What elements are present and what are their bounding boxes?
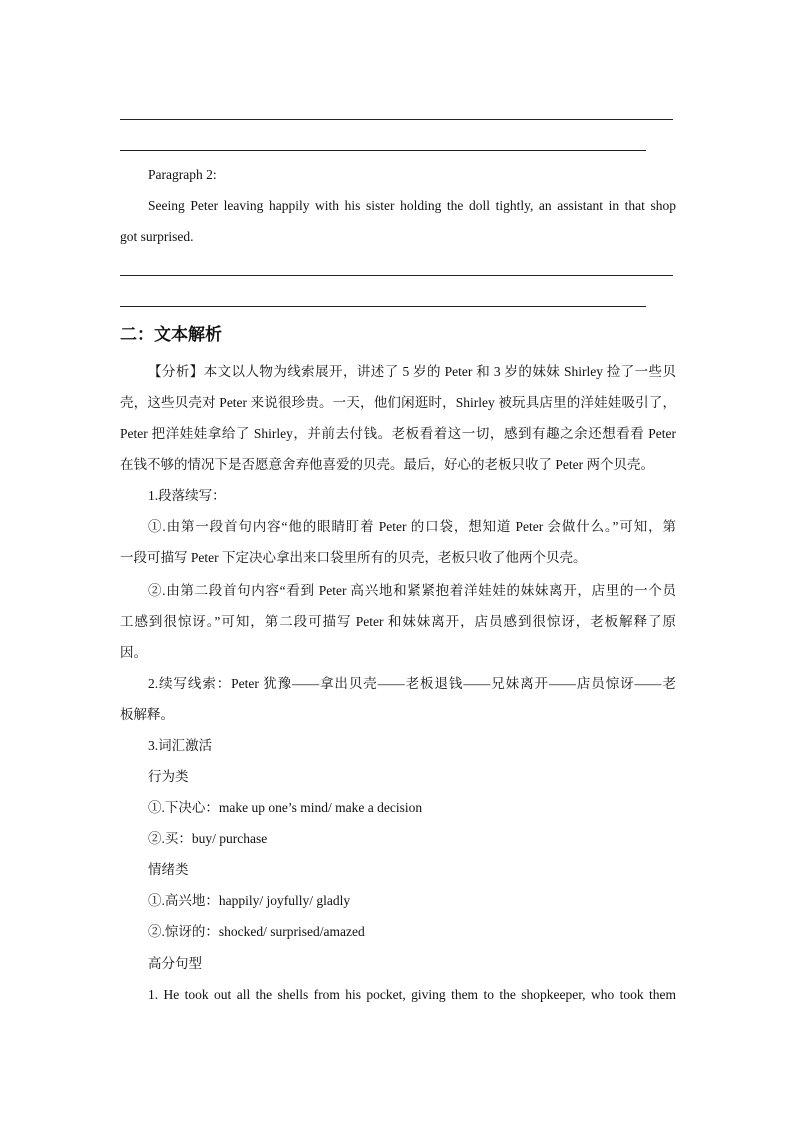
point-3-title: 3.词汇激活 (148, 738, 213, 753)
point-2-line: 2.续写线索：Peter 犹豫——拿出贝壳——老板退钱——兄妹离开——店员惊讶——老 (148, 676, 676, 691)
answer-line (120, 119, 673, 120)
paragraph-2-prompt-line: Seeing Peter leaving happily with his sister holding the doll tightly, an assistant in that shop (148, 198, 676, 213)
analysis-line: 壳，这些贝壳对 Peter 来说很珍贵。一天，他们闲逛时，Shirley 被玩具店里的洋娃娃吸引了， (120, 395, 676, 410)
point-1-item-line: 工感到很惊讶。”可知，第二段可描写 Peter 和妹妹离开，店员感到很惊讶，老板解释了原 (120, 614, 676, 629)
sentence-category: 高分句型 (148, 956, 202, 971)
paragraph-2-prompt-line: got surprised. (120, 229, 194, 244)
answer-line (120, 306, 646, 307)
sentence-line: 1. He took out all the shells from his pocket, giving them to the shopkeeper, who took them (148, 987, 676, 1002)
vocab-item: ②.惊讶的：shocked/ surprised/amazed (148, 924, 365, 939)
point-1-item-line: ②.由第二段首句内容“看到 Peter 高兴地和紧紧抱着洋娃娃的妹妹离开，店里的一个员 (148, 583, 676, 598)
analysis-line: 【分析】本文以人物为线索展开，讲述了 5 岁的 Peter 和 3 岁的妹妹 Shirley 捡了一些贝 (148, 364, 676, 379)
answer-line (120, 275, 673, 276)
point-1-title: 1.段落续写： (148, 488, 226, 503)
vocab-item: ①.下决心：make up one’s mind/ make a decision (148, 800, 423, 815)
point-2-line: 板解释。 (120, 707, 174, 722)
point-1-item-line: 一段可描写 Peter 下定决心拿出来口袋里所有的贝壳，老板只收了他两个贝壳。 (120, 550, 587, 565)
point-1-item-line: ①.由第一段首句内容“他的眼睛盯着 Peter 的口袋，想知道 Peter 会做什么。”可知，第 (148, 519, 676, 534)
analysis-line: 在钱不够的情况下是否愿意舍弃他喜爱的贝壳。最后，好心的老板只收了 Peter 两个贝壳。 (120, 457, 654, 472)
point-1-item-line: 因。 (120, 645, 147, 660)
paragraph-2-label: Paragraph 2: (148, 167, 217, 182)
section-heading: 二：文本解析 (120, 325, 222, 345)
vocab-item: ②.买：buy/ purchase (148, 831, 268, 846)
analysis-line: Peter 把洋娃娃拿给了 Shirley，并前去付钱。老板看着这一切，感到有趣之余还想看看 Peter (120, 426, 676, 441)
vocab-category: 行为类 (148, 769, 189, 784)
answer-line (120, 150, 646, 151)
vocab-item: ①.高兴地：happily/ joyfully/ gladly (148, 893, 351, 908)
vocab-category: 情绪类 (148, 862, 189, 877)
